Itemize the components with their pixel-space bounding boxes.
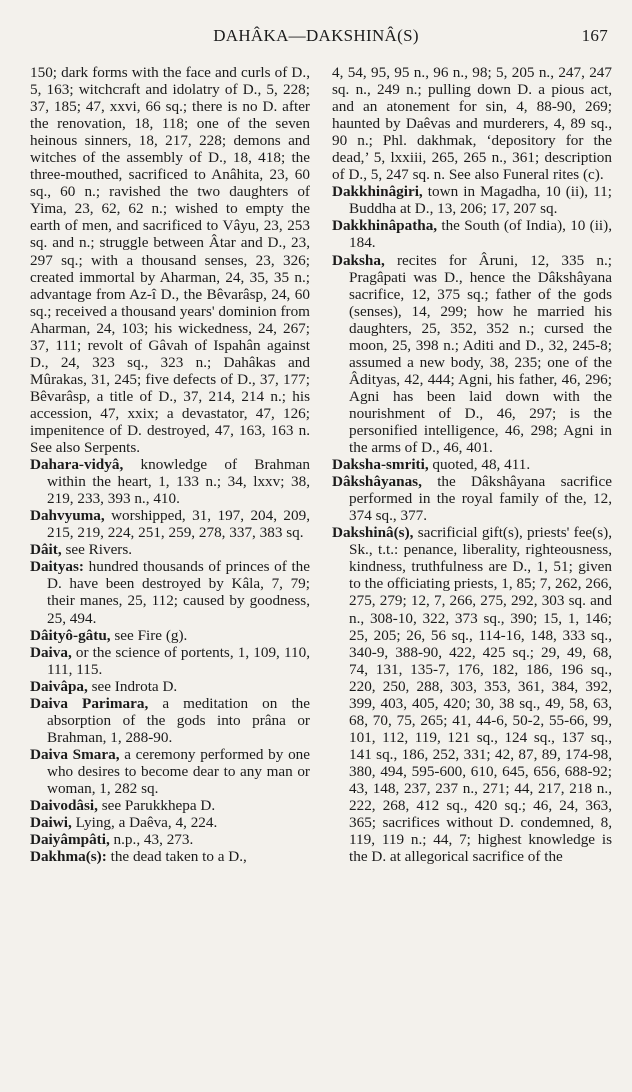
index-entry (30, 746, 310, 797)
right-column (332, 64, 612, 865)
index-entry (332, 456, 612, 473)
entry-text: quoted, 48, 411. (428, 456, 531, 474)
index-entry (332, 524, 612, 865)
entry-text: sacrificial gift(s), priests' fee(s), Sk., t.t.: penance, liberality, righteousness, kindness, truthfulness are D., 1, 51; given to the officiating priests, 1, 85; 7, 262, 266, 275, 279; 12, 7, 266, 275, 292, 303 sq. and n., 308-10, 322, 373 sq., 390; 15, 1, 146; 25, 205; 26, 56 sq., 114-16, 148, 333 sq., 340-9, 388-90, 422, 425 sq.; 29, 49, 68, 74, 131, 135-7, 176, 182, 186, 196 sq., 220, 250, 288, 303, 353, 361, 384, 392, 399, 403, 405, 420; 30, 38 sq., 49, 58, 63, 68, 70, 75, 265; 41, 44-6, 50-2, 55-66, 99, 101, 112, 119, 121 sq., 124 sq., 137 sq., 141 sq., 186, 252, 331; 42, 87, 89, 174-98, 380, 494, 595-600, 610, 645, 656, 688-92; 43, 148, 237, 237 n., 271; 44, 217, 218 n., 222, 268, 412 sq., 420 sq.; 46, 24, 363, 365; sacrifices without D. condemned, 8, 119, 119 n.; 44, 7; highest knowledge is the D. at allegorical sacrifice of the (349, 524, 612, 866)
entry-headword: Daiva Parimara, (30, 694, 149, 712)
entry-text: see Rivers. (61, 541, 133, 559)
entry-text: hundred thousands of princes of the D. have been destroyed by Kâla, 7, 79; their manes, 25, 112; caused by goodness, 25, 494. (47, 558, 310, 627)
entry-headword: Daiyâmpâti, (30, 831, 110, 849)
entry-text: 4, 54, 95, 95 n., 96 n., 98; 5, 205 n., 247, 247 sq. n., 249 n.; pulling down D. a pious act, and an atonement for sin, 4, 88-90, 269; haunted by Daêvas and murderers, 4, 89 sq., 90 n.; Phl. dakhmak, ‘depository for the dead,’ 5, lxxiii, 265, 265 n., 361; description of D., 5, 247 sq. n. See also Funeral rites (c). (332, 64, 612, 184)
entry-text: the South (of India), 10 (ii), 184. (349, 217, 612, 252)
entry-headword: Daiva, (30, 643, 72, 661)
index-entry (30, 797, 310, 814)
entry-text: knowledge of Brahman within the heart, 1, 133 n.; 34, lxxv; 38, 219, 233, 393 n., 410. (47, 456, 310, 508)
entry-text: 150; dark forms with the face and curls of D., 5, 163; witchcraft and idolatry of D., 5, 228; 37, 185; 47, xxvi, 66 sq.; there is no D. after the renovation, 18, 118; one of the seven heinous sinners, 18, 217, 228; demons and witches of the assembly of D., 18, 418; the three-mouthed, sacrificed to Anâhita, 23, 60 sq., 60 n.; ravished the two daughters of Yima, 23, 62, 62 n.; wished to empty the earth of men, and sacrificed to Vâyu, 23, 253 sq. and n.; struggle between Âtar and D., 23, 297 sq.; with a thousand senses, 23, 326; created immortal by Aharman, 24, 35, 35 n.; advantage from Az-î D., the Bêvarâsp, 24, 60 sq.; received a thousand years' dominion from Aharman, 24, 103; his wickedness, 24, 267; 37, 111; revolt of Gâvah of Ispahân against D., 24, 323 sq., 323 n.; Dahâkas and Mûrakas, 31, 245; five defects of D., 37, 177; Bêvarâsp, a title of D., 37, 214, 214 n.; his accession, 47, xxix; a devastator, 47, 126; impenitence of D. destroyed, 47, 163, 163 n. See also Serpents. (30, 64, 310, 457)
entry-headword: Dakkhinâgiri, (332, 183, 423, 201)
entry-text: see Fire (g). (110, 626, 188, 644)
entry-headword: Daksha, (332, 251, 385, 269)
entry-headword: Dâityô-gâtu, (30, 626, 111, 644)
index-entry (332, 217, 612, 251)
entry-text: or the science of portents, 1, 109, 110, 111, 115. (47, 643, 310, 678)
entry-headword: Dâkshâyanas, (332, 473, 422, 491)
entry-headword: Dâit, (30, 541, 62, 559)
entry-text: n.p., 43, 273. (109, 831, 194, 849)
entry-text: the dead taken to a D., (106, 848, 247, 866)
entry-headword: Dahvyuma, (30, 507, 105, 525)
entry-headword: Dakkhinâpatha, (332, 217, 438, 235)
index-entry (30, 541, 310, 558)
index-entry (332, 252, 612, 457)
page-number: 167 (581, 26, 608, 45)
entry-text: worshipped, 31, 197, 204, 209, 215, 219, 224, 251, 259, 278, 337, 383 sq. (47, 507, 310, 542)
entry-headword: Daivâpa, (30, 677, 88, 695)
entry-headword: Daivodâsi, (30, 797, 98, 815)
index-entry (30, 64, 310, 456)
left-column (30, 64, 310, 865)
entry-headword: Dakshinâ(s), (332, 524, 414, 542)
entry-headword: Daksha-smriti, (332, 456, 429, 474)
entry-text: Lying, a Daêva, 4, 224. (71, 814, 218, 832)
index-entry (332, 183, 612, 217)
entry-headword: Dakhma(s): (30, 848, 107, 866)
index-entry (30, 456, 310, 507)
entry-headword: Daiwi, (30, 814, 72, 832)
running-head-title: DAHÂKA—DAKSHINÂ(S) (213, 26, 419, 45)
entry-text: see Indrota D. (87, 677, 178, 695)
index-entry (332, 64, 612, 183)
index-entry (30, 814, 310, 831)
entry-text: a ceremony performed by one who desires to become dear to any man or woman, 1, 282 sq. (47, 745, 310, 797)
index-entry (30, 831, 310, 848)
running-head (0, 26, 632, 46)
index-entry (30, 627, 310, 644)
index-entry (30, 644, 310, 678)
index-entry (30, 507, 310, 541)
entry-text: town in Magadha, 10 (ii), 11; Buddha at D., 13, 206; 17, 207 sq. (349, 183, 612, 218)
index-entry (30, 558, 310, 626)
index-entry (332, 473, 612, 524)
entry-text: the Dâkshâyana sacrifice performed in the royal family of the, 12, 374 sq., 377. (349, 473, 612, 525)
entry-text: a meditation on the absorption of the gods into prâna or Brahman, 1, 288-90. (47, 694, 311, 746)
entry-headword: Daityas: (30, 558, 84, 576)
index-entry (30, 695, 310, 746)
entry-text: see Parukkhepa D. (97, 797, 216, 815)
index-entry (30, 678, 310, 695)
index-entry (30, 848, 310, 865)
entry-text: recites for Âruni, 12, 335 n.; Pragâpati was D., hence the Dâkshâyana sacrifice, 12, 375 sq.; father of the gods (senses), 14, 299; how he married his daughters, 25, 352, 352 n.; cursed the moon, 25, 398 n.; Aditi and D., 32, 245-8; assumed a new body, 38, 235; one of the Âdityas, 42, 444; Agni, his father, 46, 296; Agni has been laid down with the nourishment of D., 46, 297; is the personified intelligence, 46, 298; Agni in the arms of D., 46, 401. (349, 251, 612, 457)
entry-headword: Dahara-vidyâ, (30, 456, 124, 474)
entry-headword: Daiva Smara, (30, 745, 120, 763)
